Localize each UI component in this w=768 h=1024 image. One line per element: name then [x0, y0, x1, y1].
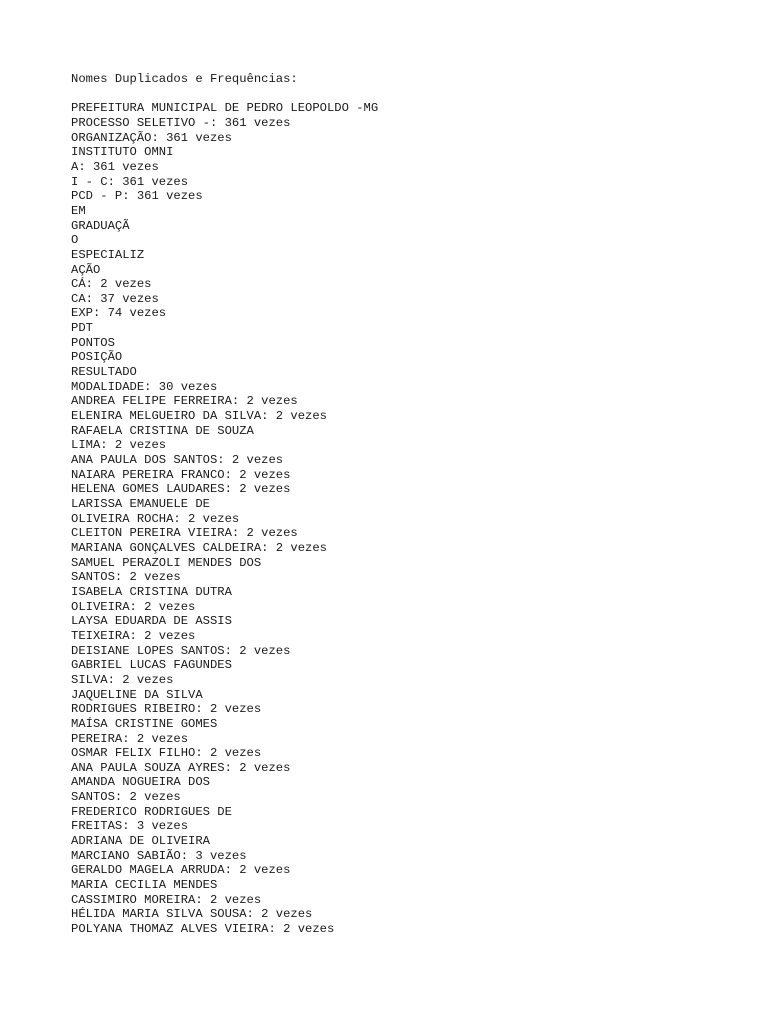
list-line: PDT — [71, 321, 93, 336]
list-line: PONTOS — [71, 335, 115, 350]
list-line: HELENA GOMES LAUDARES: 2 vezes — [71, 482, 291, 497]
list-line: ISABELA CRISTINA DUTRA — [71, 584, 232, 599]
list-line: OLIVEIRA: 2 vezes — [71, 599, 196, 614]
list-line: RESULTADO — [71, 365, 137, 380]
list-line: HÉLIDA MARIA SILVA SOUSA: 2 vezes — [71, 907, 313, 922]
list-line: O — [71, 233, 79, 248]
list-line: GABRIEL LUCAS FAGUNDES — [71, 658, 232, 673]
list-line: SANTOS: 2 vezes — [71, 570, 181, 585]
list-line: MARCIANO SABIÃO: 3 vezes — [71, 848, 247, 863]
list-line: PREFEITURA MUNICIPAL DE PEDRO LEOPOLDO -MG — [71, 101, 379, 116]
list-line: PCD - P: 361 vezes — [71, 189, 203, 204]
list-line: PROCESSO SELETIVO -: 361 vezes — [71, 115, 291, 130]
list-line: OLIVEIRA ROCHA: 2 vezes — [71, 511, 240, 526]
list-line: RAFAELA CRISTINA DE SOUZA — [71, 423, 254, 438]
list-line: FREDERICO RODRIGUES DE — [71, 804, 232, 819]
list-line: ELENIRA MELGUEIRO DA SILVA: 2 vezes — [71, 409, 327, 424]
blank-line — [71, 87, 751, 102]
list-line: OSMAR FELIX FILHO: 2 vezes — [71, 746, 262, 761]
list-line: CASSIMIRO MOREIRA: 2 vezes — [71, 892, 262, 907]
list-line: AÇÃO — [71, 262, 101, 277]
list-line: EXP: 74 vezes — [71, 306, 167, 321]
list-line: MODALIDADE: 30 vezes — [71, 379, 218, 394]
list-line: INSTITUTO OMNI — [71, 145, 174, 160]
list-line: RODRIGUES RIBEIRO: 2 vezes — [71, 702, 262, 717]
list-line: FREITAS: 3 vezes — [71, 819, 189, 834]
list-line: JAQUELINE DA SILVA — [71, 687, 203, 702]
list-line: LARISSA EMANUELE DE — [71, 497, 210, 512]
list-line: SILVA: 2 vezes — [71, 672, 174, 687]
list-line: TEIXEIRA: 2 vezes — [71, 628, 196, 643]
list-line: CA: 37 vezes — [71, 291, 159, 306]
list-line: AMANDA NOGUEIRA DOS — [71, 775, 210, 790]
list-line: SAMUEL PERAZOLI MENDES DOS — [71, 555, 262, 570]
list-line: PEREIRA: 2 vezes — [71, 731, 189, 746]
list-line: DEISIANE LOPES SANTOS: 2 vezes — [71, 643, 291, 658]
list-line: SANTOS: 2 vezes — [71, 790, 181, 805]
list-line: ESPECIALIZ — [71, 247, 145, 262]
document-page — [71, 72, 751, 937]
list-line: CÁ: 2 vezes — [71, 277, 152, 292]
list-line: A: 361 vezes — [71, 159, 159, 174]
list-line: I - C: 361 vezes — [71, 174, 189, 189]
list-line: ANA PAULA SOUZA AYRES: 2 vezes — [71, 760, 291, 775]
list-line: NAIARA PEREIRA FRANCO: 2 vezes — [71, 467, 291, 482]
list-line: ADRIANA DE OLIVEIRA — [71, 834, 210, 849]
frequency-list — [71, 101, 751, 936]
list-line: ANDREA FELIPE FERREIRA: 2 vezes — [71, 394, 298, 409]
list-line: LAYSA EDUARDA DE ASSIS — [71, 614, 232, 629]
list-line: EM — [71, 203, 86, 218]
document-heading: Nomes Duplicados e Frequências: — [71, 72, 298, 86]
list-line: CLEITON PEREIRA VIEIRA: 2 vezes — [71, 526, 298, 541]
list-line: MAÍSA CRISTINE GOMES — [71, 716, 218, 731]
list-line: MARIA CECILIA MENDES — [71, 878, 218, 893]
list-line: POLYANA THOMAZ ALVES VIEIRA: 2 vezes — [71, 922, 335, 937]
list-line: GRADUAÇÃ — [71, 218, 130, 233]
list-line: POSIÇÃO — [71, 350, 123, 365]
list-line: ANA PAULA DOS SANTOS: 2 vezes — [71, 453, 284, 468]
list-line: ORGANIZAÇÃO: 361 vezes — [71, 130, 232, 145]
list-line: MARIANA GONÇALVES CALDEIRA: 2 vezes — [71, 540, 327, 555]
list-line: GERALDO MAGELA ARRUDA: 2 vezes — [71, 863, 291, 878]
list-line: LIMA: 2 vezes — [71, 438, 167, 453]
